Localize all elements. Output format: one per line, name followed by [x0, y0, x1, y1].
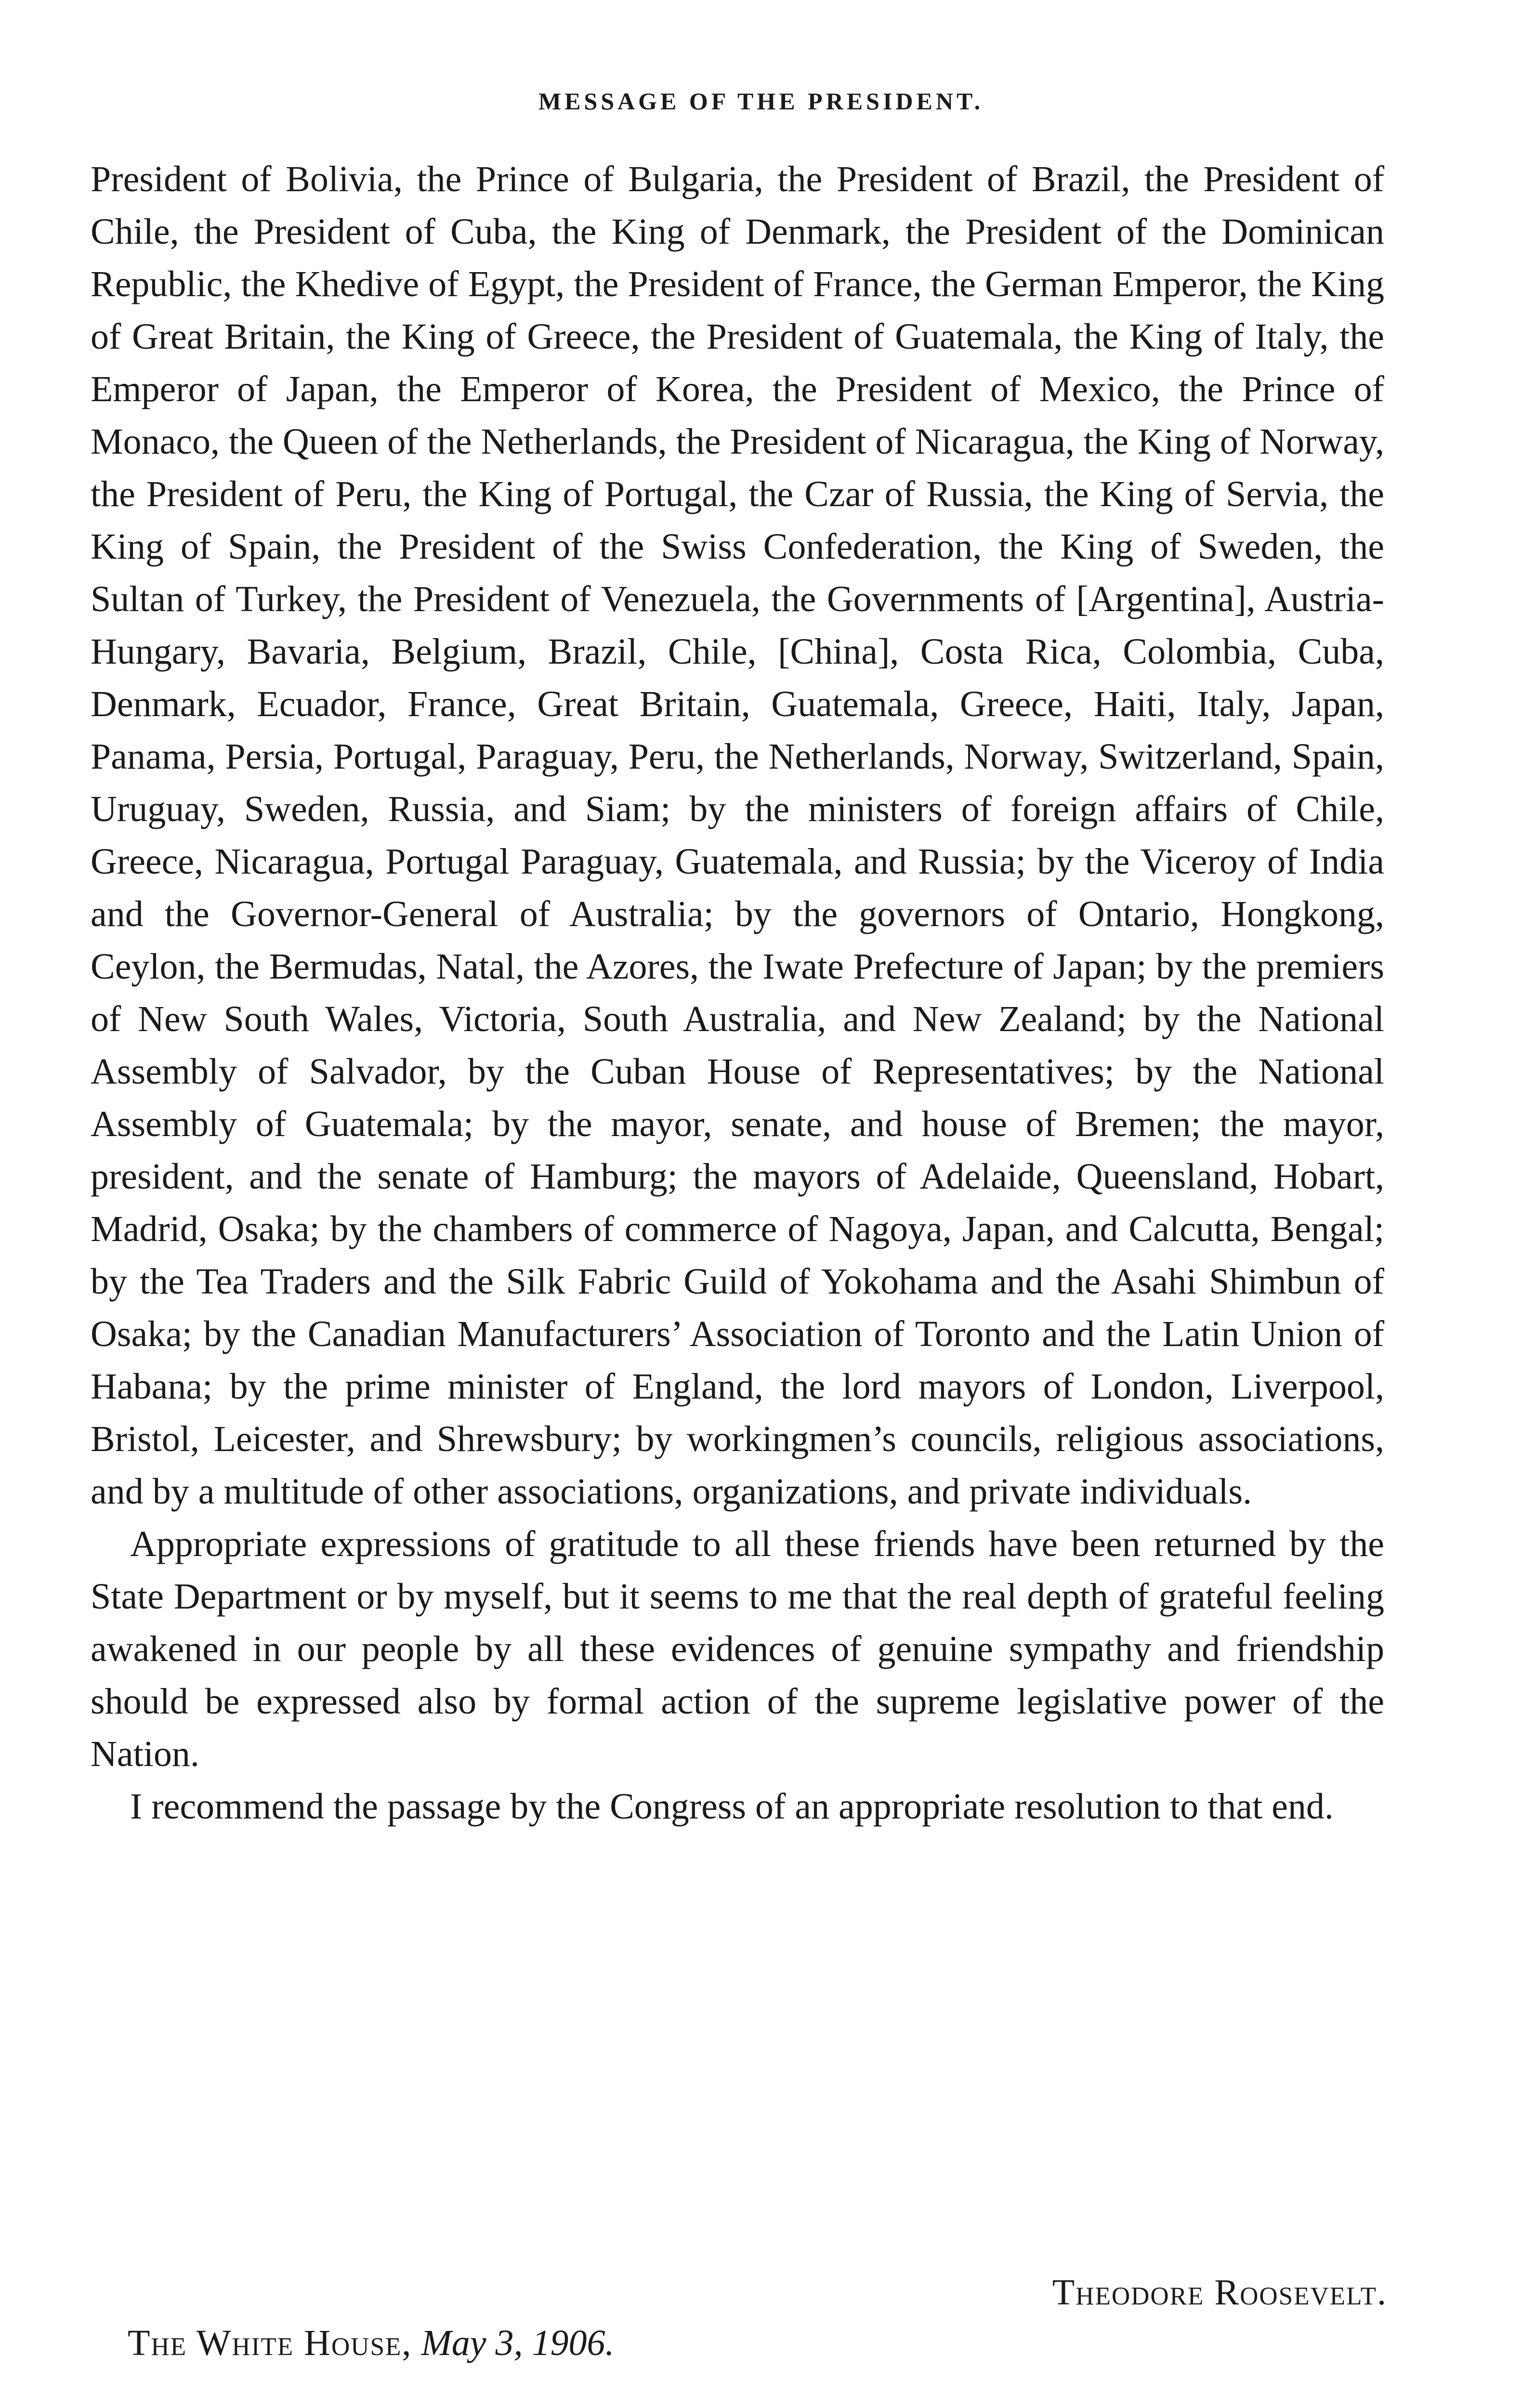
running-title: MESSAGE OF THE PRESIDENT. — [538, 88, 984, 115]
paragraph-continued: President of Bolivia, the Prince of Bulgaria, the President of Brazil, the President of Chile, the President of Cuba, the King of Denmark, the President of the Dominican Republic, the Khedive of Egypt, the President of France, the German Emperor, the King of Great Britain, the King of Greece, the President of Guatemala, the King of Italy, the Emperor of Japan, the Emperor of Korea, the President of Mexico, the Prince of Monaco, the Queen of the Netherlands, the President of Nicaragua, the King of Norway, the President of Peru, the King of Portugal, the Czar of Russia, the King of Servia, the King of Spain, the President of the Swiss Confederation, the King of Sweden, the Sultan of Turkey, the President of Venezuela, the Governments of [Argentina], Austria-Hungary, Bavaria, Belgium, Brazil, Chile, [China], Costa Rica, Colombia, Cuba, Denmark, Ecuador, France, Great Britain, Guatemala, Greece, Haiti, Italy, Japan, Panama, Persia, Portugal, Paraguay, Peru, the Netherlands, Norway, Switzerland, Spain, Uruguay, Sweden, Russia, and Siam; by the ministers of foreign affairs of Chile, Greece, Nicaragua, Portugal Paraguay, Guatemala, and Russia; by the Viceroy of India and the Governor-General of Australia; by the governors of Ontario, Hongkong, Ceylon, the Bermudas, Natal, the Azores, the Iwate Prefecture of Japan; by the premiers of New South Wales, Victoria, South Australia, and New Zealand; by the National Assembly of Salvador, by the Cuban House of Representatives; by the National Assembly of Guatemala; by the mayor, senate, and house of Bremen; the mayor, president, and the senate of Hamburg; the mayors of Adelaide, Queensland, Hobart, Madrid, Osaka; by the chambers of commerce of Nagoya, Japan, and Calcutta, Bengal; by the Tea Traders and the Silk Fabric Guild of Yokohama and the Asahi Shimbun of Osaka; by the Canadian Manufacturers’ Association of Toronto and the Latin Union of Habana; by the prime minister of England, the lord mayors of London, Liverpool, Bristol, Leicester, and Shrewsbury; by workingmen’s councils, religious associations, and by a multitude of other associations, organizations, and private individuals. — [91, 159, 1384, 1512]
paragraph-recommendation: I recommend the passage by the Congress of an appropriate resolution to that end. — [130, 1786, 1334, 1827]
signature: Theodore Roosevelt. — [1052, 2272, 1387, 2313]
dateline-place: The White House, — [128, 2323, 412, 2363]
dateline — [128, 2319, 614, 2367]
paragraph-gratitude: Appropriate expressions of gratitude to all these friends have been returned by the State Department or by myself, but it seems to me that the real depth of grateful feeling awakened in our people by all these evidences of genuine sympathy and friendship should be expressed also by formal action of the supreme legislative power of the Nation. — [91, 1524, 1384, 1774]
dateline-date: May 3, 1906. — [421, 2323, 615, 2363]
body-text — [91, 153, 1384, 1833]
